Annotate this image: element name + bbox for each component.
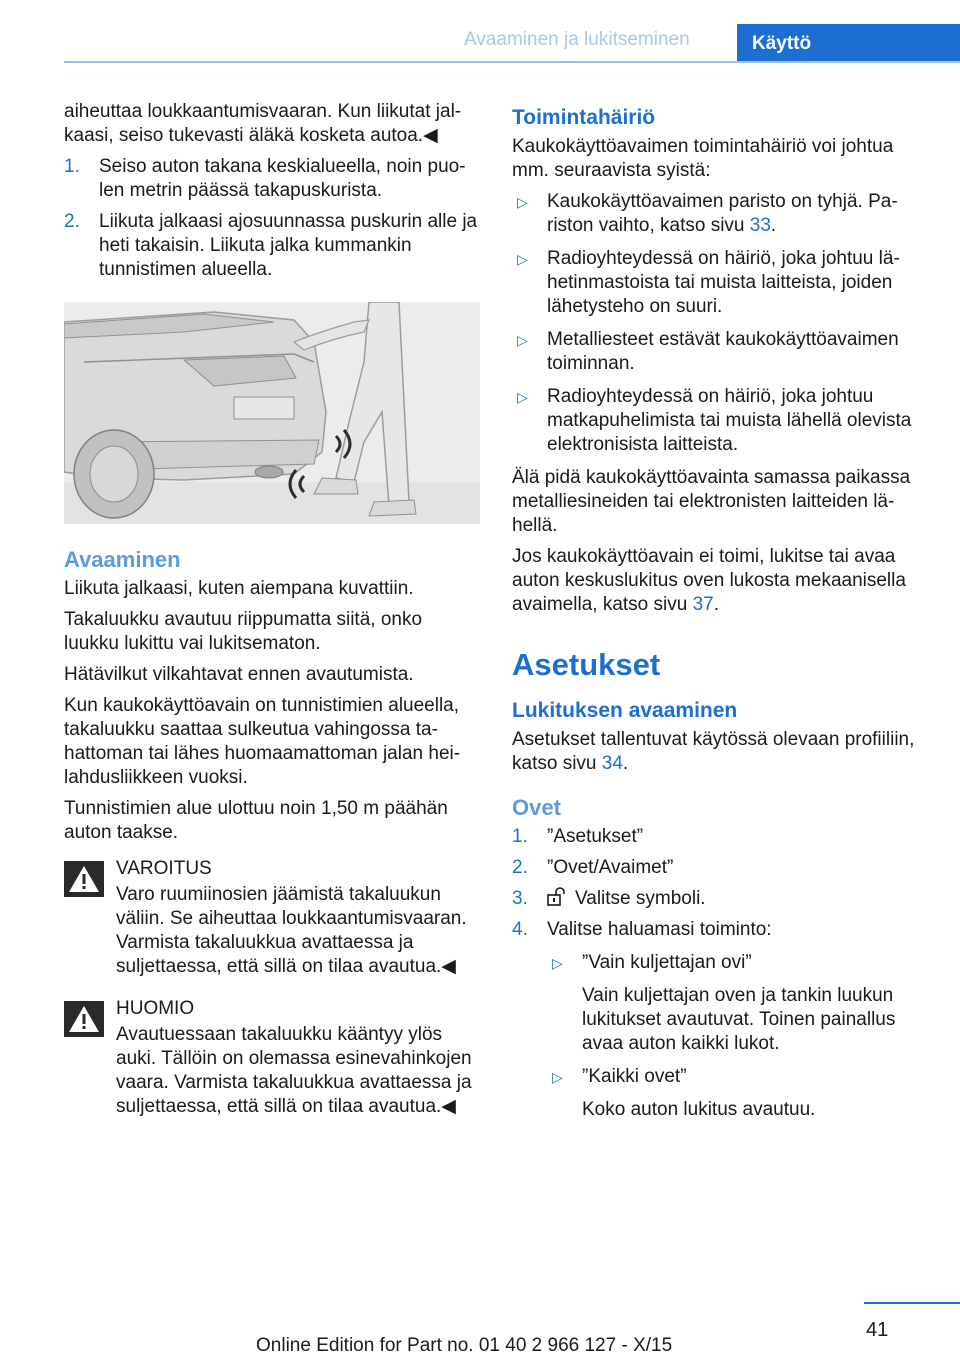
edition-footer: Online Edition for Part no. 01 40 2 966 127 - X/15 — [256, 1335, 673, 1356]
warning-title: VAROITUS — [116, 858, 212, 879]
step-number: 1. — [64, 156, 80, 177]
malfunction-intro: Kaukokäyttöavaimen toimintahäiriö voi johtua mm. seuraavista syistä: — [512, 136, 894, 181]
cause-item: ▷ Metalliesteet estävät kaukokäyttöavaimen toiminnan. — [517, 329, 899, 374]
door-step-item: 2. ”Ovet/Avaimet” — [512, 857, 674, 878]
page-link[interactable]: 37 — [692, 594, 714, 615]
paragraph-keep: Älä pidä kaukokäyttöavainta samassa paikassa metalliesineiden tai elektronisten laitteiden lähellä. — [512, 467, 911, 536]
step-number: 2. — [512, 857, 528, 878]
step-text: Liikuta jalkaasi ajosuunnassa puskurin alle ja heti takaisin. Liikuta jalka kummankin tunnistimen alueella. — [99, 211, 478, 280]
caution-notice — [64, 997, 480, 1119]
page-number: 41 — [866, 1319, 889, 1341]
heading-settings: Asetukset — [512, 647, 661, 682]
page-link[interactable]: 34 — [601, 753, 623, 774]
heading-opening: Avaaminen — [64, 547, 181, 572]
option-label: ”Kaikki ovet” — [582, 1066, 687, 1087]
header-rule — [64, 61, 960, 63]
step-number: 4. — [512, 919, 528, 940]
cause-item: ▷ Radioyhteydessä on häiriö, joka johtuu matkapuhelimista tai muista lähellä olevista elektronisista laitteista. — [517, 386, 912, 455]
door-step-item: 1. ”Asetukset” — [512, 826, 644, 847]
warning-text: Varo ruumiinosien jäämistä takaluukun väliin. Se aiheuttaa loukkaantumisvaaran. Varmista takaluukkua avattaessa ja suljettaessa, että sillä on tilaa avautua.◀ — [116, 884, 467, 977]
left-column — [64, 100, 480, 1126]
paragraph: Liikuta jalkaasi, kuten aiempana kuvattiin. — [64, 578, 414, 599]
heading-malfunction: Toimintahäiriö — [512, 106, 656, 129]
paragraph: Hätävilkut vilkahtavat ennen avautumista. — [64, 664, 414, 685]
cause-item: ▷ Kaukokäyttöavaimen paristo on tyhjä. Pariston vaihto, katso sivu 33. — [517, 191, 898, 236]
step-number: 3. — [512, 888, 528, 909]
heading-unlock: Lukituksen avaaminen — [512, 699, 738, 722]
paragraph: Tunnistimien alue ulottuu noin 1,50 m päähän auton taakse. — [64, 798, 448, 843]
option-label: ”Vain kuljettajan ovi” — [582, 952, 752, 973]
unlock-paragraph: Asetukset tallentuvat käytössä olevaan profiiliin, katso sivu 34. — [512, 729, 915, 774]
triangle-bullet-icon: ▷ — [517, 332, 528, 348]
option-description: Vain kuljettajan oven ja tankin luukun lukitukset avautuvat. Toinen painallus avaa auton kaikki lukot. — [582, 985, 896, 1054]
step-item — [64, 155, 480, 203]
intro-paragraph: aiheuttaa loukkaantumisvaaran. Kun liikutat jalkaasi, seiso tukevasti äläkä kosketa autoa.◀ — [64, 101, 462, 146]
warning-notice — [64, 857, 480, 979]
triangle-bullet-icon: ▷ — [517, 251, 528, 267]
chapter-tab: Käyttö — [737, 24, 960, 63]
door-step-item: 4. Valitse haluamasi toiminto: ▷ ”Vain kuljettajan ovi” Vain kuljettajan oven ja tankin luukun lukitukset avautuvat. Toinen painallus avaa auton kaikki lukot. ▷ ”Kaikki ovet” Koko auton lukitus avautuu. — [512, 918, 932, 1122]
triangle-bullet-icon: ▷ — [517, 389, 528, 405]
door-step-item: 3. Valitse symboli. — [512, 888, 706, 909]
right-column — [512, 104, 932, 1131]
step-number: 1. — [512, 826, 528, 847]
caution-triangle-icon — [64, 1001, 104, 1037]
heading-doors: Ovet — [512, 795, 561, 820]
unlock-icon — [547, 887, 569, 907]
caution-text: Avautuessaan takaluukku kääntyy ylös auki. Tällöin on olemassa esinevahinkojen vaara. Varmista takaluukkua avattaessa ja suljettaessa, että sillä on tilaa avautua.◀ — [116, 1024, 472, 1117]
paragraph: Takaluukku avautuu riippumatta siitä, onko luukku lukittu vai lukitsematon. — [64, 609, 423, 654]
running-header-section: Avaaminen ja lukitseminen — [464, 29, 690, 50]
option-description: Koko auton lukitus avautuu. — [582, 1099, 816, 1120]
footer-rule — [864, 1302, 960, 1304]
cause-item: ▷ Radioyhteydessä on häiriö, joka johtuu lähetinmastoista tai muista laitteista, joiden lähetysteho on suuri. — [517, 248, 900, 317]
triangle-bullet-icon: ▷ — [552, 955, 563, 971]
step-text: Seiso auton takana keskialueella, noin puolen metrin päässä takapuskurista. — [99, 156, 466, 201]
paragraph: Kun kaukokäyttöavain on tunnistimien alueella, takaluukku saattaa sulkeutua vahingossa tahattoman tai lähes huomaamattoman jalan heilahdusliikkeen vuoksi. — [64, 695, 461, 788]
triangle-bullet-icon: ▷ — [517, 194, 528, 210]
triangle-bullet-icon: ▷ — [552, 1069, 563, 1085]
option-item — [547, 951, 932, 1056]
page-link[interactable]: 33 — [749, 215, 771, 236]
option-item — [547, 1065, 932, 1122]
paragraph-mechanical: Jos kaukokäyttöavain ei toimi, lukitse tai avaa auton keskuslukitus oven lukosta mekaanisella avaimella, katso sivu 37. — [512, 546, 906, 615]
step-number: 2. — [64, 211, 80, 232]
step-item — [64, 210, 480, 282]
figure-foot-gesture — [64, 302, 480, 524]
car-rear-illustration — [64, 302, 480, 524]
warning-triangle-icon — [64, 861, 104, 897]
caution-title: HUOMIO — [116, 998, 195, 1019]
